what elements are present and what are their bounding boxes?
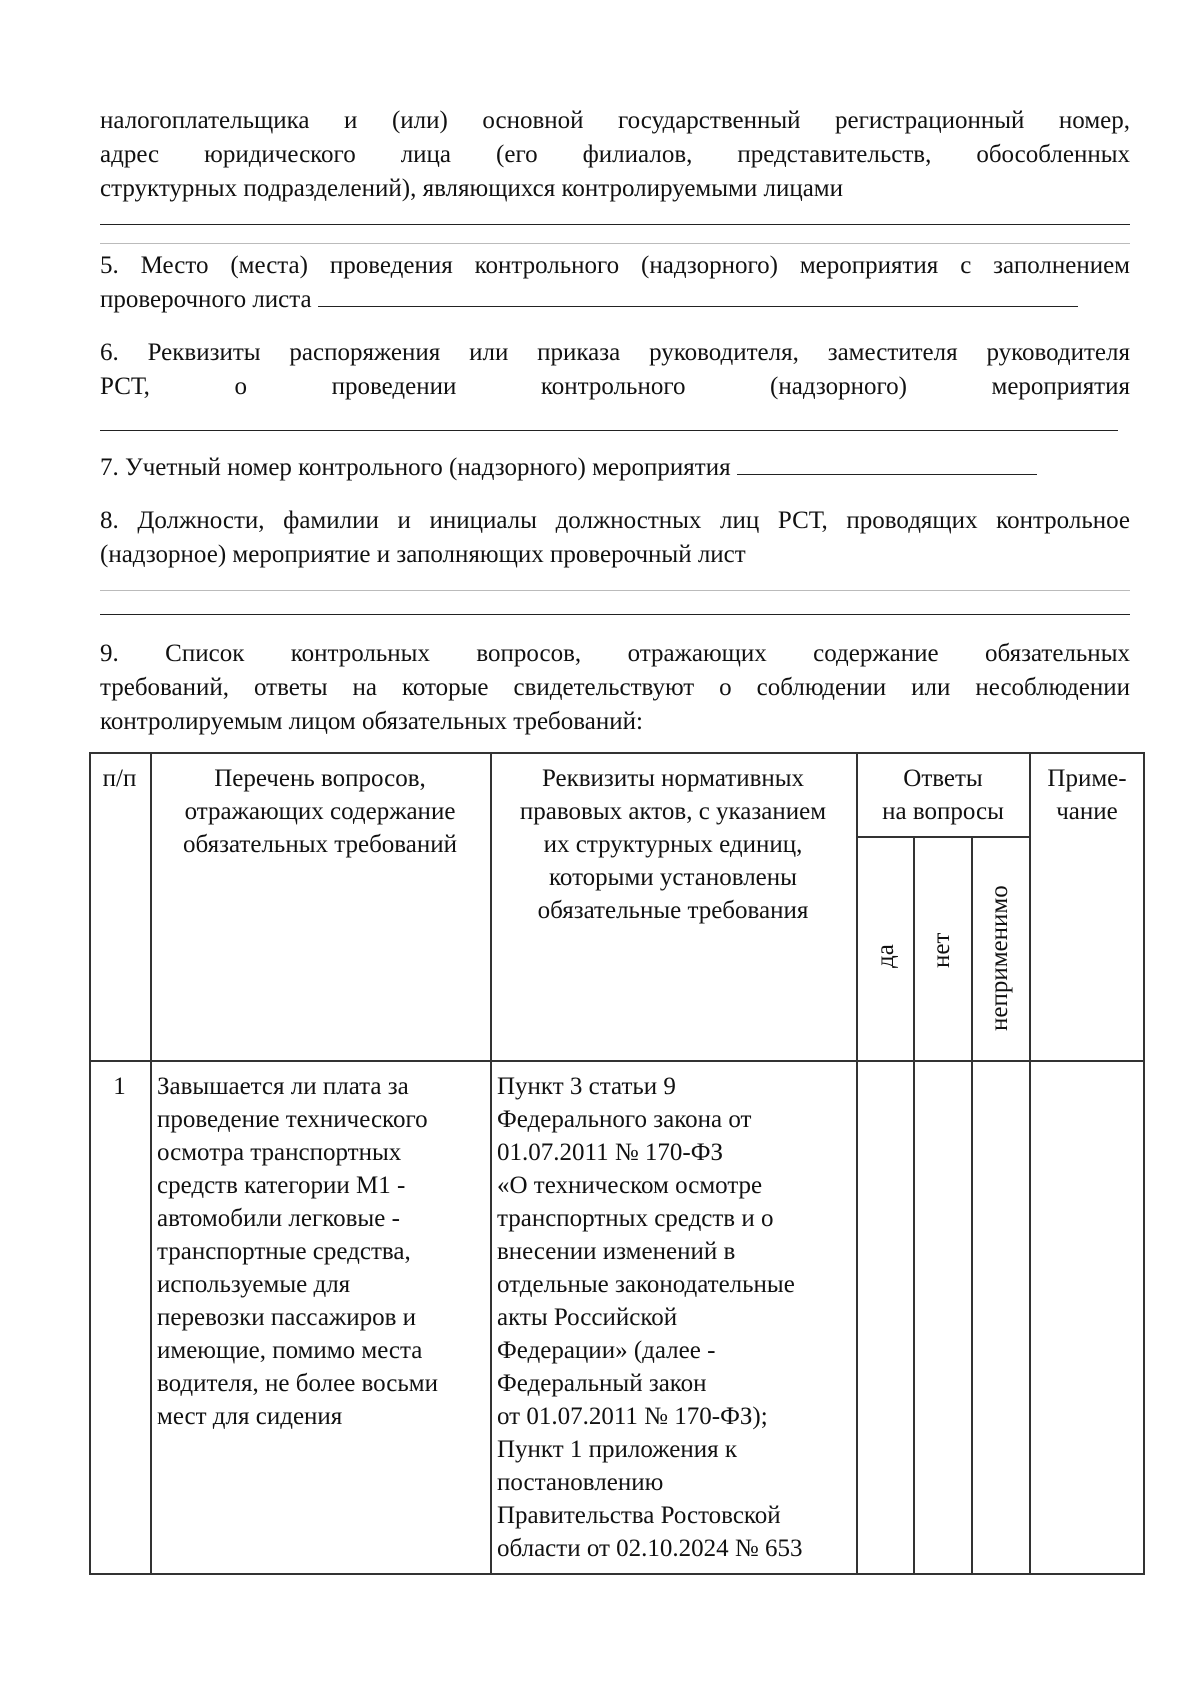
header-answers: Ответы на вопросы: [882, 765, 1004, 825]
item5-line-2-text: проверочного листа: [100, 286, 312, 313]
header-bottom-line: [89, 1060, 1145, 1062]
order-blank: [100, 430, 1118, 431]
row-1-question: Завышается ли плата за проведение технического осмотра транспортных средств категории М1 - автомобили легковые - транспортные средства, используемые для перевозки пассажиров и имеющие, помимо места водителя, не более восьми мест для сидения: [157, 1073, 438, 1430]
answers-subheader-line: [856, 836, 1030, 838]
checklist-table: [89, 752, 1145, 1575]
table-border-bottom: [89, 1573, 1145, 1575]
table-border-right: [1143, 752, 1145, 1575]
item7-line-1: [100, 451, 1130, 484]
row-1-no-cell[interactable]: [914, 1070, 971, 1570]
row-1-note-cell[interactable]: [1030, 1070, 1143, 1570]
officials-blank: [100, 614, 1130, 615]
header-yes: да: [872, 944, 899, 968]
blank-rule-light: [100, 243, 1130, 244]
item7-text: 7. Учетный номер контрольного (надзорного) мероприятия: [100, 454, 731, 481]
officials-blank-light: [100, 590, 1130, 591]
intro-line-2: адрес юридического лица (его филиалов, представительств, обособленных: [100, 141, 1130, 168]
row-1-yes-cell[interactable]: [857, 1070, 913, 1570]
item6-line-2: РСТ, о проведении контрольного (надзорного) мероприятия: [100, 373, 1130, 400]
header-questions: Перечень вопросов, отражающих содержание обязательных требований: [183, 765, 457, 858]
col-divider-1: [150, 752, 152, 1575]
item5-line-2: [100, 283, 1130, 316]
item8-line-2: (надзорное) мероприятие и заполняющих проверочный лист: [100, 541, 746, 568]
item9-line-1: 9. Список контрольных вопросов, отражающих содержание обязательных: [100, 640, 1130, 667]
row-1-num: 1: [113, 1073, 126, 1100]
intro-line-3: структурных подразделений), являющихся контролируемыми лицами: [100, 175, 844, 202]
table-border-top: [89, 752, 1145, 754]
item8-line-1: 8. Должности, фамилии и инициалы должностных лиц РСТ, проводящих контрольное: [100, 507, 1130, 534]
header-not-applicable: неприменимо: [986, 885, 1013, 1031]
item9-line-3: контролируемым лицом обязательных требований:: [100, 708, 643, 735]
header-acts: Реквизиты нормативных правовых актов, с указанием их структурных единиц, которыми установлены обязательные требования: [519, 765, 827, 924]
item9-line-2: требований, ответы на которые свидетельствуют о соблюдении или несоблюдении: [100, 674, 1130, 701]
header-no: нет: [928, 932, 955, 968]
header-note: Приме- чание: [1047, 765, 1127, 825]
item5-line-1: 5. Место (места) проведения контрольного (надзорного) мероприятия с заполнением: [100, 252, 1130, 279]
item6-line-1: 6. Реквизиты распоряжения или приказа руководителя, заместителя руководителя: [100, 339, 1130, 366]
row-1-acts: Пункт 3 статьи 9 Федерального закона от 01.07.2011 № 170-ФЗ «О техническом осмотре транспортных средств и о внесении изменений в отдельные законодательные акты Российской Федерации» (далее - Федеральный закон от 01.07.2011 № 170-ФЗ); Пункт 1 приложения к постановлению Правительства Ростовской области от 02.10.2024 № 653: [497, 1073, 803, 1562]
blank-rule: [100, 224, 1130, 225]
header-num: п/п: [102, 765, 137, 792]
table-border-left: [89, 752, 91, 1575]
intro-line-1: налогоплательщика и (или) основной государственный регистрационный номер,: [100, 107, 1130, 134]
record-number-blank: [737, 452, 1037, 475]
row-1-na-cell[interactable]: [972, 1070, 1029, 1570]
place-blank: [318, 284, 1078, 307]
